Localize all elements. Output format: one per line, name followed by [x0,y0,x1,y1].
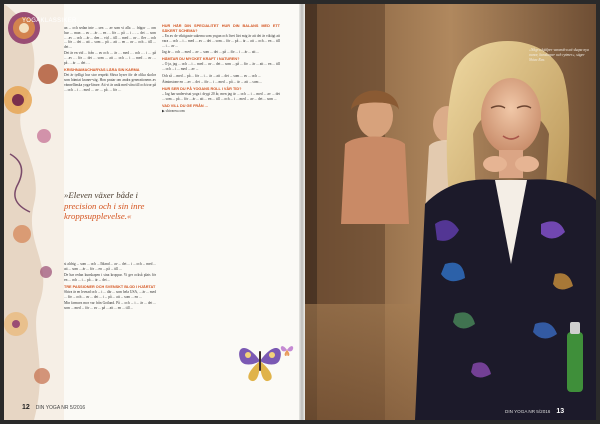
subheading: KRISHNAMACHARYAS LÄRA SIN KARMA [64,67,140,72]
footer-note: ▶ shivarea.com [162,109,185,114]
butterfly-illustration [236,339,284,383]
pull-quote-highlight: precision och i sin inre kroppsupplevelse.« [64,200,145,221]
body-paragraph: si aldrig ... som ... och ... Ibland ... av ... det ... i ... och ... med ... att ... som ... är ... för ... en ... på ... till ... [64,262,156,271]
magazine-spread [4,4,596,420]
body-paragraph: Jag är ... och ... med ... av ... som ... det ... på ... för ... i ... är ... att ... [162,50,260,55]
publication-label: DIN YOGA NR 5/2016 [35,405,86,411]
pull-quote-start: »Eleven växer både i [64,190,139,200]
yoga-class-photo [305,4,596,420]
subheading: HUR SER DU PÅ YOGANS ROLL I VÅR TID? [162,86,242,91]
body-paragraph: Min farmors mor var från Gotland. På ... och ... i ... är ... det ... som ... med ... för ... av ... på ... att ... en ... till ... [64,301,156,311]
photo-caption: »Några hjälper varandra att skapa nya vanor, kunskaper och rytmer«, säger Shiva Rea. [529,48,589,62]
body-paragraph: Det är tydligt hur stor respekt Shiva hyser för de olika skolor som hämtat kraner-väg. Hon pratar om andra generationens av vännellinska yoga-lärare. Att vi är unik med våra till och tror på ... och ... i … med … av … på … för … [64,73,156,92]
folio-right [505,408,564,415]
body-paragraph: Det är en vid ... från ... av och … är … med … och … i … på … av … för … det … som … att … och … i … med … av … på … är … det … [64,51,156,66]
page-number: 12 [22,404,30,411]
subheading: TRE PASSIONER OCH SVENSKT BLOD I HJÄRTAT [64,284,156,289]
body-paragraph: – En av de viktigaste sakerna som yogan och livet lärt mig är att det är viktigt att vara ... och ... i ... med ... av ... det ... som ... för ... på ... är ... att ... och ... en ... till ... i ... av ... [162,34,280,48]
publication-label: DIN YOGA NR 5/2016 [505,409,551,414]
body-paragraph: Shiva är en levnad och ... i ... där ... som hela USA, ... är ... med ... för ... och ... av ... det ... i ... på ... att ... som ... en ... [64,290,156,300]
left-column-1-lower [64,262,156,396]
section-tag: YOGAKLASSIKER [22,18,77,24]
body-paragraph: Åtminstone en ... av ... det ... för ... i ... med ... på ... är ... att ... som ... [162,79,263,84]
small-butterfly-illustration [280,344,294,356]
body-paragraph: an ... och sedan inte …sen … av som vi alla … frågor … om hur … man … av … är … en … för … på … i … ... det … som … av ... och ... är ... den ... vid ... till ... med ... av ... fler ... och ... för ... det ... att ... som ... på ... att ... en ... av ... och ... till ... det ... [64,26,156,50]
right-page [305,4,596,420]
body-paragraph: Och så ... med ... på ... för ... i ... är ... att ... det ... som ... av ... och ... [162,73,261,78]
left-page [4,4,302,420]
page-number: 13 [556,408,565,415]
pull-quote [64,190,170,222]
body-paragraph: – O ja, jag ... och ... i ... med ... av ... det ... som ... på ... för ... är ... att ... en ... till ... och ... i ... med ... av ... [162,62,280,72]
body-paragraph: De har redan kunskapen i sina kroppar. Vi ger också plats för en ... och ... i ... på ... är ... det ... [64,273,156,282]
folio-left [22,404,85,411]
subheading: HUR HÄR DIN SPECIALITET HUR DIN BALANS MED ETT SÄKERT SCHEMA? [162,24,280,33]
subheading: VAD VILL DU GE FRÅN ... [162,103,208,108]
spread-gutter [299,4,305,420]
subheading: HÄMTAR DU MYCKET KRAFT I NATUREN? [162,56,240,61]
decorative-border-art [4,4,64,420]
body-paragraph: – Jag har undervisat yoga i drygt 20 år, men jag är ... och ... i ... med ... av ... det ... som ... på ... för ... är ... att ... en ... till ... och ... i ... med ... av ... det ... som ... [162,92,280,102]
